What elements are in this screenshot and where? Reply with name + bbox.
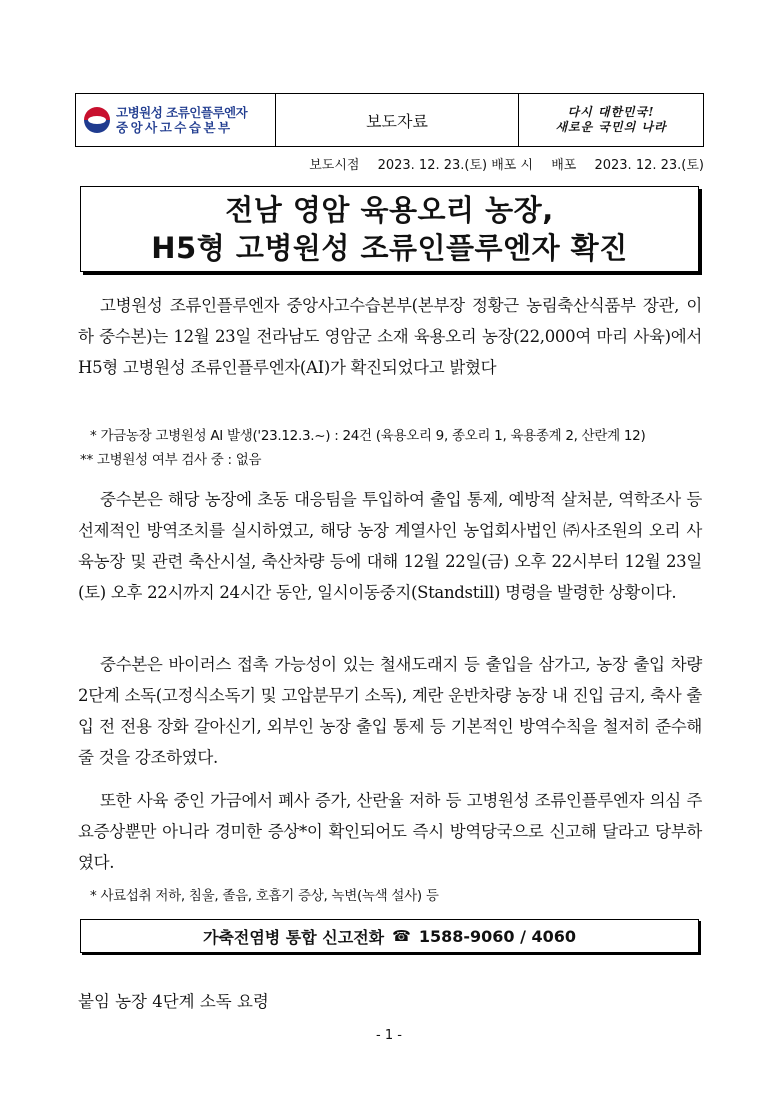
footnote-symptoms: * 사료섭취 저하, 침울, 졸음, 호흡기 증상, 녹변(녹색 설사) 등 xyxy=(90,888,439,904)
paragraph-reporting: 또한 사육 중인 가금에서 폐사 증가, 산란율 저하 등 고병원성 조류인플루엔자 의심 주요증상뿐만 아니라 경미한 증상*이 확인되어도 즉시 방역당국으로 신고해 달라고 당부하였다. xyxy=(78,791,702,872)
paragraph-response: 중수본은 해당 농장에 초동 대응팀을 투입하여 출입 통제, 예방적 살처분, 역학조사 등 선제적인 방역조치를 실시하였고, 해당 농장 계열사인 농업회사법인 ㈜사조원의 오리 사육농장 및 관련 축산시설, 축산차량 등에 대해 12월 22일(금) 오후 22시부터 12월 23일(토) 오후 22시까지 24시간 동안, 일시이동중지(Standstill) 명령을 발령한 상황이다. xyxy=(78,490,702,602)
footnote-pending-tests: ** 고병원성 여부 검사 중 : 없음 xyxy=(80,452,262,468)
government-emblem-icon xyxy=(84,107,110,133)
org-name-line2: 중앙사고수습본부 xyxy=(116,120,233,135)
paragraph-biosecurity: 중수본은 바이러스 접촉 가능성이 있는 철새도래지 등 출입을 삼가고, 농장 출입 차량 2단계 소독(고정식소독기 및 고압분무기 소독), 계란 운반차량 농장 내 진입 금지, 축사 출입 전 전용 장화 갈아신기, 외부인 농장 출입 통제 등 기본적인 방역수칙을 철저히 준수해 줄 것을 강조하였다. xyxy=(78,655,702,767)
release-time-value: 2023. 12. 23.(토) 배포 시 xyxy=(377,158,534,173)
slogan xyxy=(518,94,703,146)
paragraph-confirmation: 고병원성 조류인플루엔자 중앙사고수습본부(본부장 정황근 농림축산식품부 장관, 이하 중수본)는 12월 23일 전라남도 영암군 소재 육용오리 농장(22,000여 마리 사육)에서 H5형 고병원성 조류인플루엔자(AI)가 확진되었다고 밝혔다 xyxy=(78,296,702,377)
hotline-box xyxy=(80,919,699,953)
org-name-line1: 고병원성 조류인플루엔자 xyxy=(116,105,248,120)
hotline-label: 가축전염병 통합 신고전화 xyxy=(202,927,385,947)
slogan-line1: 다시 대한민국! xyxy=(567,105,655,119)
org-logo xyxy=(76,94,276,146)
release-time-label: 보도시점 xyxy=(309,158,360,173)
release-info xyxy=(75,154,704,173)
attachment-note: 붙임 농장 4단계 소독 요령 xyxy=(78,992,269,1011)
headline-line1: 전남 영암 육용오리 농장, xyxy=(225,193,554,227)
distribution-value: 2023. 12. 23.(토) xyxy=(594,158,704,173)
headline-line2: H5형 고병원성 조류인플루엔자 확진 xyxy=(151,231,628,265)
doc-label: 보도자료 xyxy=(366,111,428,131)
distribution-label: 배포 xyxy=(551,158,577,173)
headline-box xyxy=(80,186,699,272)
page-number: - 1 - xyxy=(376,1028,402,1043)
telephone-icon: ☎ xyxy=(392,927,411,945)
header-box xyxy=(75,93,704,147)
slogan-line2: 새로운 국민의 나라 xyxy=(555,120,667,134)
hotline-number: 1588-9060 / 4060 xyxy=(418,926,577,946)
footnote-outbreak-count: * 가금농장 고병원성 AI 발생('23.12.3.~) : 24건 (육용오리 9, 종오리 1, 육용종계 2, 산란계 12) xyxy=(90,428,646,444)
